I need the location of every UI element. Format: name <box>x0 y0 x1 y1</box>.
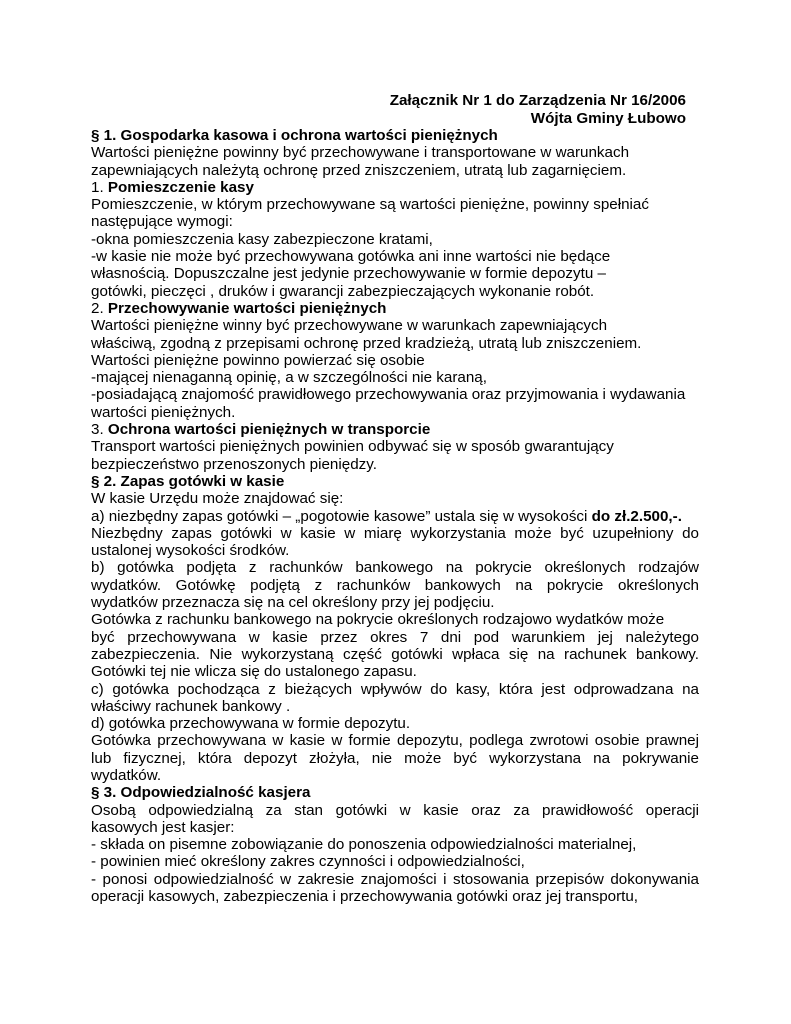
text-line <box>91 594 699 611</box>
text-run: operacji kasowych, zabezpieczenia i przechowywania gotówki oraz jej transportu, <box>91 888 639 906</box>
document-body <box>91 127 699 905</box>
text-line <box>91 663 699 680</box>
text-line <box>91 335 699 352</box>
text-run: Niezbędny zapas gotówki w kasie w miarę wykorzystania może być uzupełniony do <box>91 524 699 542</box>
text-line <box>91 698 699 715</box>
text-line <box>91 213 699 230</box>
text-run: wydatków. Gotówkę podjętą z rachunków bankowych na pokrycie określonych <box>91 576 699 594</box>
text-line <box>91 248 699 265</box>
text-run: d) gotówka przechowywana w formie depozytu. <box>91 715 411 733</box>
bold-text: § 2. Zapas gotówki w kasie <box>91 472 285 490</box>
text-line <box>91 490 699 507</box>
text-run: c) gotówka pochodząca z bieżących wpływów do kasy, która jest odprowadzana na <box>91 680 699 698</box>
text-line <box>91 767 699 784</box>
text-run: Gotówka z rachunku bankowego na pokrycie określonych rodzajowo wydatków może <box>91 611 665 629</box>
text-run: wartości pieniężnych. <box>91 403 236 421</box>
text-line <box>91 732 699 749</box>
text-line <box>91 162 699 179</box>
text-run: - składa on pisemne zobowiązanie do ponoszenia odpowiedzialności materialnej, <box>91 836 637 854</box>
text-run: Transport wartości pieniężnych powinien odbywać się w sposób gwarantujący <box>91 438 614 456</box>
text-line <box>91 750 699 767</box>
text-line <box>91 404 699 421</box>
bold-text: Przechowywanie wartości pieniężnych <box>107 299 387 317</box>
text-run: 2. <box>91 299 108 317</box>
text-run: -okna pomieszczenia kasy zabezpieczone kratami, <box>91 230 433 248</box>
annex-title: Załącznik Nr 1 do Zarządzenia Nr 16/2006 <box>389 92 686 109</box>
text-run: -mającej nienaganną opinię, a w szczególności nie karaną, <box>91 369 487 387</box>
text-line <box>91 352 699 369</box>
text-line <box>91 179 699 196</box>
text-line <box>91 853 699 870</box>
text-run: być przechowywana w kasie przez okres 7 dni pod warunkiem jej należytego <box>91 628 699 646</box>
bold-text: Ochrona wartości pieniężnych w transporcie <box>107 421 431 439</box>
text-run: a) niezbędny zapas gotówki – „pogotowie kasowe” ustala się w wysokości <box>91 507 592 525</box>
text-line <box>91 421 699 438</box>
text-line <box>91 559 699 576</box>
text-run: następujące wymogi: <box>91 213 233 231</box>
text-run: wydatków przeznacza się na cel określony przy jej podjęciu. <box>91 594 495 612</box>
text-line <box>91 836 699 853</box>
text-run: Pomieszczenie, w którym przechowywane są wartości pieniężne, powinny spełniać <box>91 196 649 214</box>
text-run: właściwą, zgodną z przepisami ochronę przed kradzieżą, utratą lub zniszczeniem. <box>91 334 642 352</box>
bold-text: § 3. Odpowiedzialność kasjera <box>91 784 311 802</box>
bold-text: do zł.2.500,-. <box>591 507 682 525</box>
text-line <box>91 646 699 663</box>
text-line <box>91 819 699 836</box>
text-line <box>91 542 699 559</box>
text-run: - ponosi odpowiedzialność w zakresie znajomości i stosowania przepisów dokonywania <box>91 870 699 888</box>
text-line <box>91 438 699 455</box>
text-line <box>91 802 699 819</box>
text-line <box>91 456 699 473</box>
text-run: ustalonej wysokości środków. <box>91 542 290 560</box>
text-run: kasowych jest kasjer: <box>91 818 235 836</box>
text-run: wydatków. <box>91 766 162 784</box>
text-run: Gotówka przechowywana w kasie w formie depozytu, podlega zwrotowi osobie prawnej <box>91 732 699 750</box>
text-line <box>91 715 699 732</box>
text-run: lub fizycznej, która depozyt złożyła, nie może być wykorzystana na pokrywanie <box>91 749 699 767</box>
text-run: Wartości pieniężne winny być przechowywane w warunkach zapewniających <box>91 317 608 335</box>
text-run: -posiadającą znajomość prawidłowego przechowywania oraz przyjmowania i wydawania <box>91 386 686 404</box>
text-run: W kasie Urzędu może znajdować się: <box>91 490 344 508</box>
text-run: Gotówki tej nie wlicza się do ustalonego zapasu. <box>91 663 417 681</box>
text-line <box>91 196 699 213</box>
bold-text: § 1. Gospodarka kasowa i ochrona wartości pieniężnych <box>91 127 498 144</box>
text-run: własnością. Dopuszczalne jest jedynie przechowywanie w formie depozytu – <box>91 265 606 283</box>
bold-text: Pomieszczenie kasy <box>107 178 254 196</box>
text-run: - powinien mieć określony zakres czynności i odpowiedzialności, <box>91 853 525 871</box>
text-line <box>91 300 699 317</box>
text-line <box>91 144 699 161</box>
text-line <box>91 231 699 248</box>
text-run: -w kasie nie może być przechowywana gotówka ani inne wartości nie będące <box>91 248 611 266</box>
text-line <box>91 611 699 628</box>
text-line <box>91 681 699 698</box>
text-line <box>91 525 699 542</box>
text-run: zapewniających należytą ochronę przed zniszczeniem, utratą lub zagarnięciem. <box>91 161 627 179</box>
text-line <box>91 386 699 403</box>
text-run: Osobą odpowiedzialną za stan gotówki w kasie oraz za prawidłowość operacji <box>91 801 699 819</box>
text-run: b) gotówka podjęta z rachunków bankowego na pokrycie określonych rodzajów <box>91 559 699 577</box>
text-line <box>91 629 699 646</box>
text-line <box>91 127 699 144</box>
text-run: gotówki, pieczęci , druków i gwarancji zabezpieczających wykonanie robót. <box>91 282 595 300</box>
text-line <box>91 784 699 801</box>
annex-issuer: Wójta Gminy Łubowo <box>530 110 686 127</box>
text-line <box>91 508 699 525</box>
text-line <box>91 577 699 594</box>
text-line <box>91 283 699 300</box>
text-run: 3. <box>91 421 108 439</box>
text-run: Wartości pieniężne powinno powierzać się osobie <box>91 351 425 369</box>
text-line <box>91 317 699 334</box>
text-run: 1. <box>91 178 108 196</box>
text-run: Wartości pieniężne powinny być przechowywane i transportowane w warunkach <box>91 144 630 162</box>
text-line <box>91 871 699 888</box>
text-run: zabezpieczenia. Nie wykorzystaną część gotówki wpłaca się na rachunek bankowy. <box>91 645 699 663</box>
text-line <box>91 888 699 905</box>
text-line <box>91 265 699 282</box>
text-run: bezpieczeństwo przenoszonych pieniędzy. <box>91 455 377 473</box>
text-line <box>91 369 699 386</box>
text-run: właściwy rachunek bankowy . <box>91 697 291 715</box>
text-line <box>91 473 699 490</box>
